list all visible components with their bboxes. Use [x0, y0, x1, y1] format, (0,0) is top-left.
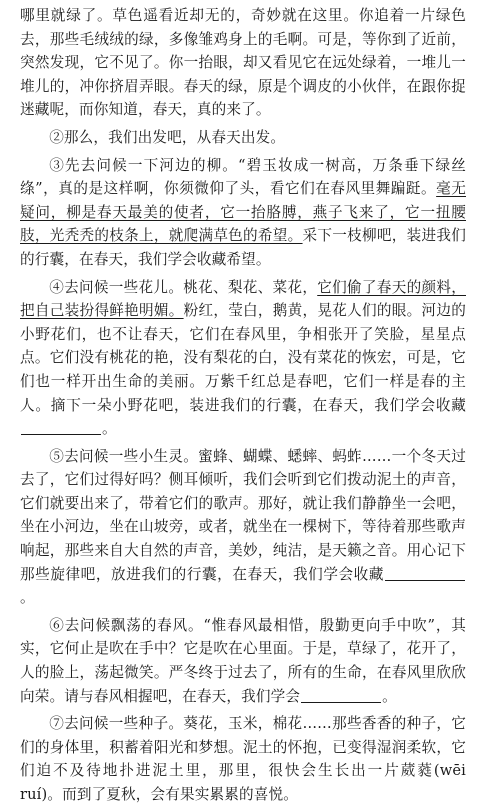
paragraph-2-text: ②那么，我们出发吧，从春天出发。 [49, 128, 286, 146]
paragraph-2 [20, 126, 466, 150]
paragraph-1 [20, 4, 466, 122]
paragraph-5-end: 。 [20, 589, 35, 607]
paragraph-7 [20, 712, 466, 806]
paragraph-6-text-before: ⑥去问候飘荡的春风。“惟春风最相惜，殷勤更向手中吹”，其实，它何止是吹在手中？它是吹在心里面。于是，草绿了，花开了，人的脸上，荡起微笑。严冬终于过去了，所有的生命，在春风里欣欣向荣。请与春风相握吧，在春天，我们学会 [20, 616, 466, 705]
paragraph-4-text-before: ④去问候一些花儿。桃花、梨花、菜花， [49, 278, 318, 296]
paragraph-3-text-before: ③先去问候一下河边的柳。“碧玉妆成一树高，万条垂下绿丝绦”，真的是这样啊，你须微仰了头，看它们在春风里舞蹁跹。 [20, 156, 466, 198]
paragraph-3-text-after: 采下一枝柳吧，装进我们的行囊，在春天，我们学会收藏希望。 [20, 227, 466, 268]
paragraph-4-underlined-sentence: 它们偷了春天的颜料，把自己装扮得鲜艳明媚。 [20, 278, 466, 320]
paragraph-6-answer-blank[interactable] [301, 688, 381, 703]
paragraph-4-end: 。 [102, 420, 117, 438]
paragraph-5-answer-blank[interactable] [385, 566, 465, 581]
paragraph-3 [20, 154, 466, 272]
paragraph-5-text-before: ⑤去问候一些小生灵。蜜蜂、蝴蝶、蟋蟀、蚂蚱……一个冬天过去了，它们过得好吗？侧耳倾听，我们会听到它们拨动泥土的声音，它们就要出来了，带着它们的歌声。那好，就让我们静静坐一会吧，坐在小河边，坐在山坡旁，或者，就坐在一棵树下，等待着那些歌声响起，那些来自大自然的声音，美妙，纯洁，是天籁之音。用心记下那些旋律吧，放进我们的行囊，在春天，我们学会收藏 [20, 447, 466, 583]
paragraph-1-text: 哪里就绿了。草色遥看近却无的，奇妙就在这里。你追着一片绿色去，那些毛绒绒的绿，多像雏鸡身上的毛啊。可是，等你到了近前，突然发现，它不见了。你一抬眼，却又看见它在远处绿着，一堆儿一堆儿的，冲你挤眉弄眼。春天的绿，原是个调皮的小伙伴，在跟你捉迷藏呢，而你知道，春天，真的来了。 [20, 7, 466, 119]
paragraph-7-text: ⑦去问候一些种子。葵花，玉米，棉花……那些香香的种子，它们的身体里，积蓄着阳光和梦想。泥土的怀抱，已变得湿润柔软，它们迫不及待地扑进泥土里，那里，很快会生长出一片葳蕤(wēi ruí)。而到了夏秋，会有果实累累的喜悦。 [20, 715, 466, 803]
paragraph-3-underlined-sentence: 毫无疑问，柳是春天最美的使者，它一抬胳膊，燕子飞来了，它一扭腰肢，光秃秃的枝条上，就爬满草色的希望。 [20, 180, 466, 245]
paragraph-6 [20, 614, 466, 708]
paragraph-4-answer-blank[interactable] [21, 420, 101, 435]
paragraph-4-text-after: 粉红，莹白，鹅黄，晃花人们的眼。河边的小野花们，也不让春天，它们在春风里，争相张开了笑脸，星星点点。它们没有桃花的艳，没有梨花的白，没有菜花的恢宏，可是，它们也一样开出生命的美丽。万紫千红总是春吧，它们一样是春的主人。摘下一朵小野花吧，装进我们的行囊，在春天，我们学会收藏 [20, 302, 466, 414]
paragraph-4 [20, 276, 466, 441]
paragraph-6-end: 。 [382, 687, 397, 705]
paragraph-5 [20, 445, 466, 610]
